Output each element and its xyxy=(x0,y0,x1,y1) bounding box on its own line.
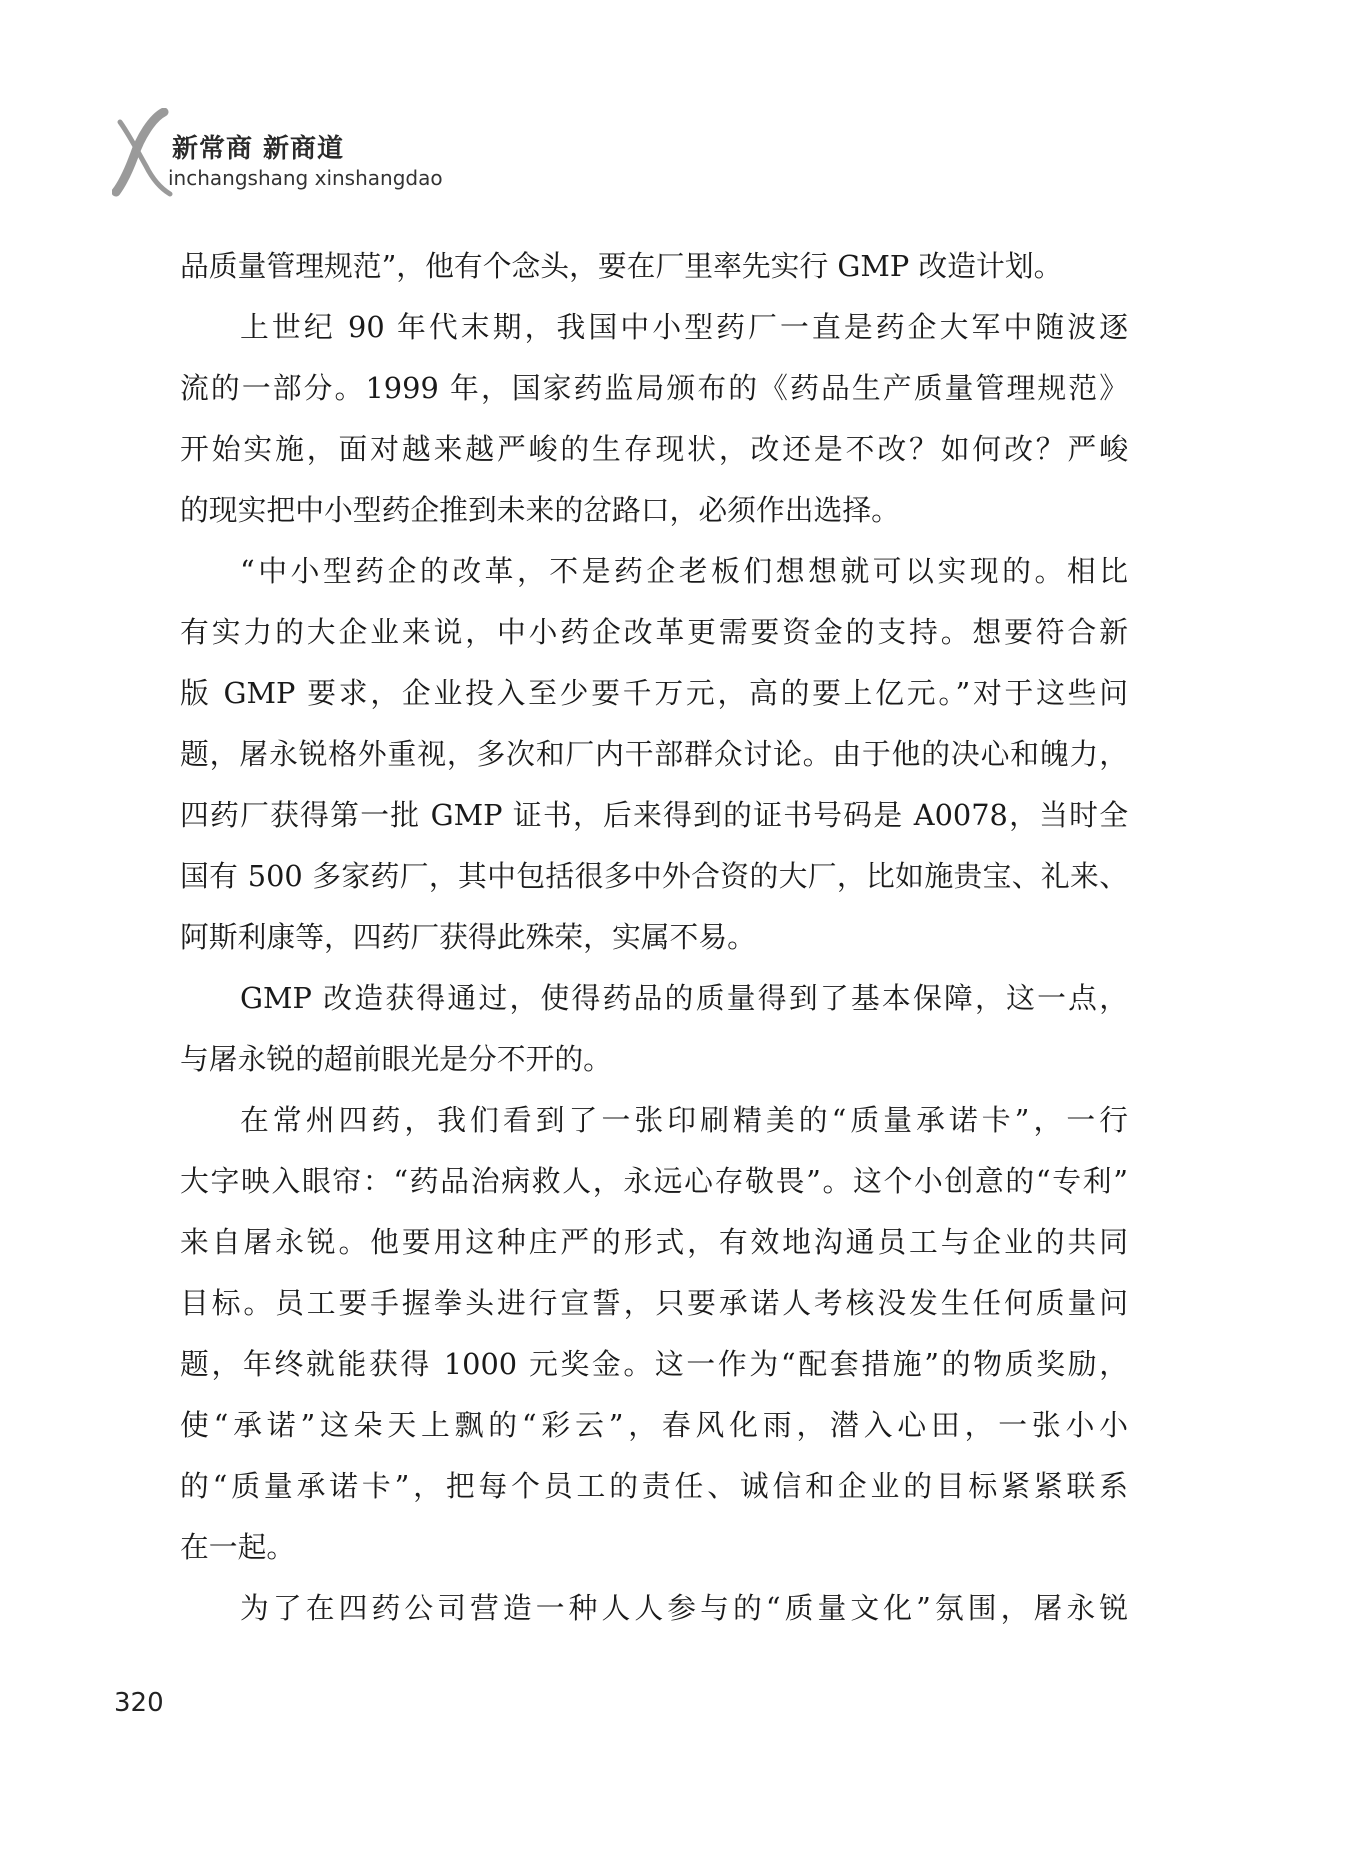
text-line: 为了在四药公司营造一种人人参与的“质量文化”氛围，屠永锐 xyxy=(240,1591,1128,1625)
body-text xyxy=(180,236,1128,1639)
text-line: 四药厂获得第一批 GMP 证书，后来得到的证书号码是 A0078，当时全 xyxy=(180,798,1128,832)
text-line: 开始实施，面对越来越严峻的生存现状，改还是不改？如何改？严峻 xyxy=(180,432,1128,466)
text-line: 版 GMP 要求，企业投入至少要千万元，高的要上亿元。”对于这些问 xyxy=(180,676,1128,710)
text-line: 使“承诺”这朵天上飘的“彩云”，春风化雨，潜入心田，一张小小 xyxy=(180,1408,1128,1442)
text-line: 流的一部分。1999 年，国家药监局颁布的《药品生产质量管理规范》 xyxy=(180,371,1128,405)
text-line: 国有 500 多家药厂，其中包括很多中外合资的大厂，比如施贵宝、礼来、 xyxy=(180,859,1128,893)
text-line: 上世纪 90 年代末期，我国中小型药厂一直是药企大军中随波逐 xyxy=(240,310,1128,344)
text-line: “中小型药企的改革，不是药企老板们想想就可以实现的。相比 xyxy=(240,554,1128,588)
text-line: 的现实把中小型药企推到未来的岔路口，必须作出选择。 xyxy=(180,493,900,527)
text-line: 在一起。 xyxy=(180,1530,296,1564)
text-line: 的“质量承诺卡”，把每个员工的责任、诚信和企业的目标紧紧联系 xyxy=(180,1469,1128,1503)
header-title: 新常商 新商道 xyxy=(172,134,345,164)
running-header xyxy=(112,108,443,218)
header-subtitle: inchangshang xinshangdao xyxy=(168,166,443,190)
text-line: 阿斯利康等，四药厂获得此殊荣，实属不易。 xyxy=(180,920,756,954)
text-line: 有实力的大企业来说，中小药企改革更需要资金的支持。想要符合新 xyxy=(180,615,1128,649)
page-number: 320 xyxy=(114,1688,164,1718)
text-line: 题，年终就能获得 1000 元奖金。这一作为“配套措施”的物质奖励， xyxy=(180,1347,1128,1381)
text-line: 目标。员工要手握拳头进行宣誓，只要承诺人考核没发生任何质量问 xyxy=(180,1286,1128,1320)
text-line: 品质量管理规范”，他有个念头，要在厂里率先实行 GMP 改造计划。 xyxy=(180,249,1063,283)
text-line: 在常州四药，我们看到了一张印刷精美的“质量承诺卡”，一行 xyxy=(240,1103,1128,1137)
text-line: 大字映入眼帘：“药品治病救人，永远心存敬畏”。这个小创意的“专利” xyxy=(180,1164,1128,1198)
text-line: 题，屠永锐格外重视，多次和厂内干部群众讨论。由于他的决心和魄力， xyxy=(180,737,1128,771)
text-line: GMP 改造获得通过，使得药品的质量得到了基本保障，这一点， xyxy=(240,981,1128,1015)
text-line: 与屠永锐的超前眼光是分不开的。 xyxy=(180,1042,612,1076)
text-line: 来自屠永锐。他要用这种庄严的形式，有效地沟通员工与企业的共同 xyxy=(180,1225,1128,1259)
